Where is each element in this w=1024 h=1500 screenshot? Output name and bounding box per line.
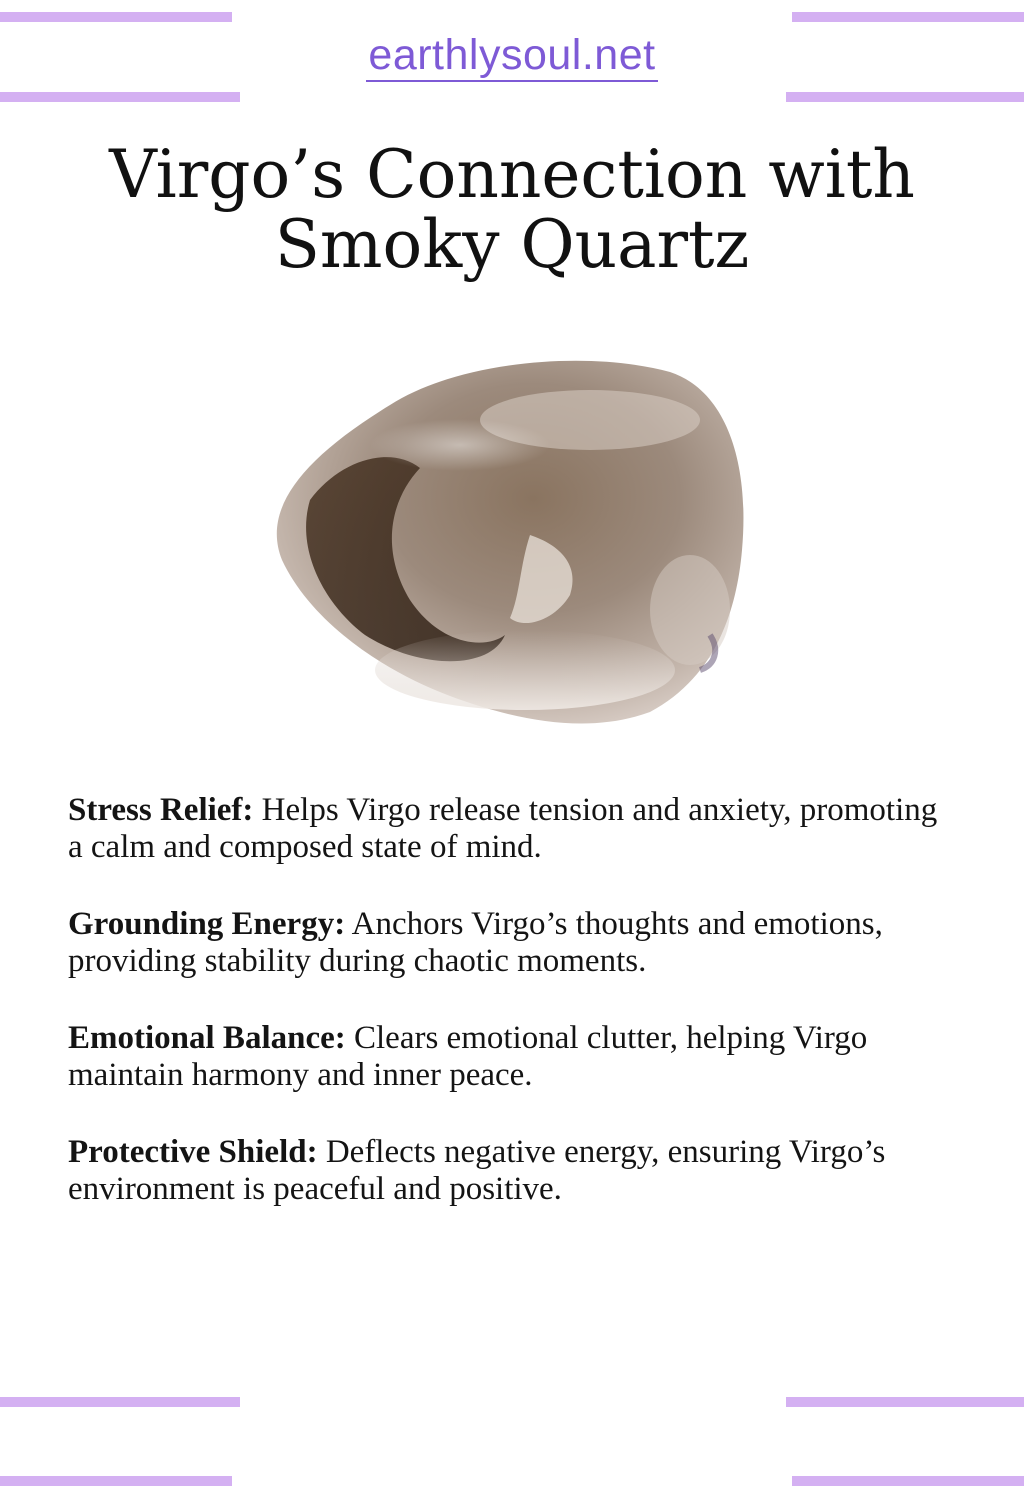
item-text: Helps Virgo release tension and anxiety, promoting a calm and composed state of mind. — [68, 792, 938, 865]
title-line-2: Smoky Quartz — [274, 206, 750, 283]
item-label: Protective Shield: — [68, 1134, 318, 1170]
decor-bar-bottom-left-lower — [0, 1476, 232, 1486]
list-item-protective-shield — [68, 1134, 948, 1208]
item-label: Emotional Balance: — [68, 1020, 346, 1056]
page-title — [40, 136, 984, 283]
item-text: Deflects negative energy, ensuring Virgo’s environment is peaceful and positive. — [68, 1134, 886, 1207]
decor-bar-top-right-upper — [792, 12, 1024, 22]
title-line-1: Virgo’s Connection with — [109, 136, 915, 213]
list-item-emotional-balance — [68, 1020, 948, 1094]
item-text: Anchors Virgo’s thoughts and emotions, providing stability during chaotic moments. — [68, 906, 883, 979]
site-logo[interactable] — [0, 30, 1024, 92]
list-item-stress-relief — [68, 792, 948, 866]
decor-bar-bottom-left-upper — [0, 1397, 240, 1407]
decor-bar-top-left-upper — [0, 12, 232, 22]
decor-bar-top-left-lower — [0, 92, 240, 102]
logo-text: earthlysoul.net — [366, 30, 657, 82]
smoky-quartz-tumbled-stone-icon — [270, 350, 755, 730]
decor-bar-top-right-lower — [786, 92, 1024, 102]
decor-bar-bottom-right-upper — [786, 1397, 1024, 1407]
item-label: Stress Relief: — [68, 792, 254, 828]
list-item-grounding-energy — [68, 906, 948, 980]
item-text: Clears emotional clutter, helping Virgo maintain harmony and inner peace. — [68, 1020, 868, 1093]
attributes-list — [68, 792, 948, 1248]
item-label: Grounding Energy: — [68, 906, 346, 942]
decor-bar-bottom-right-lower — [792, 1476, 1024, 1486]
